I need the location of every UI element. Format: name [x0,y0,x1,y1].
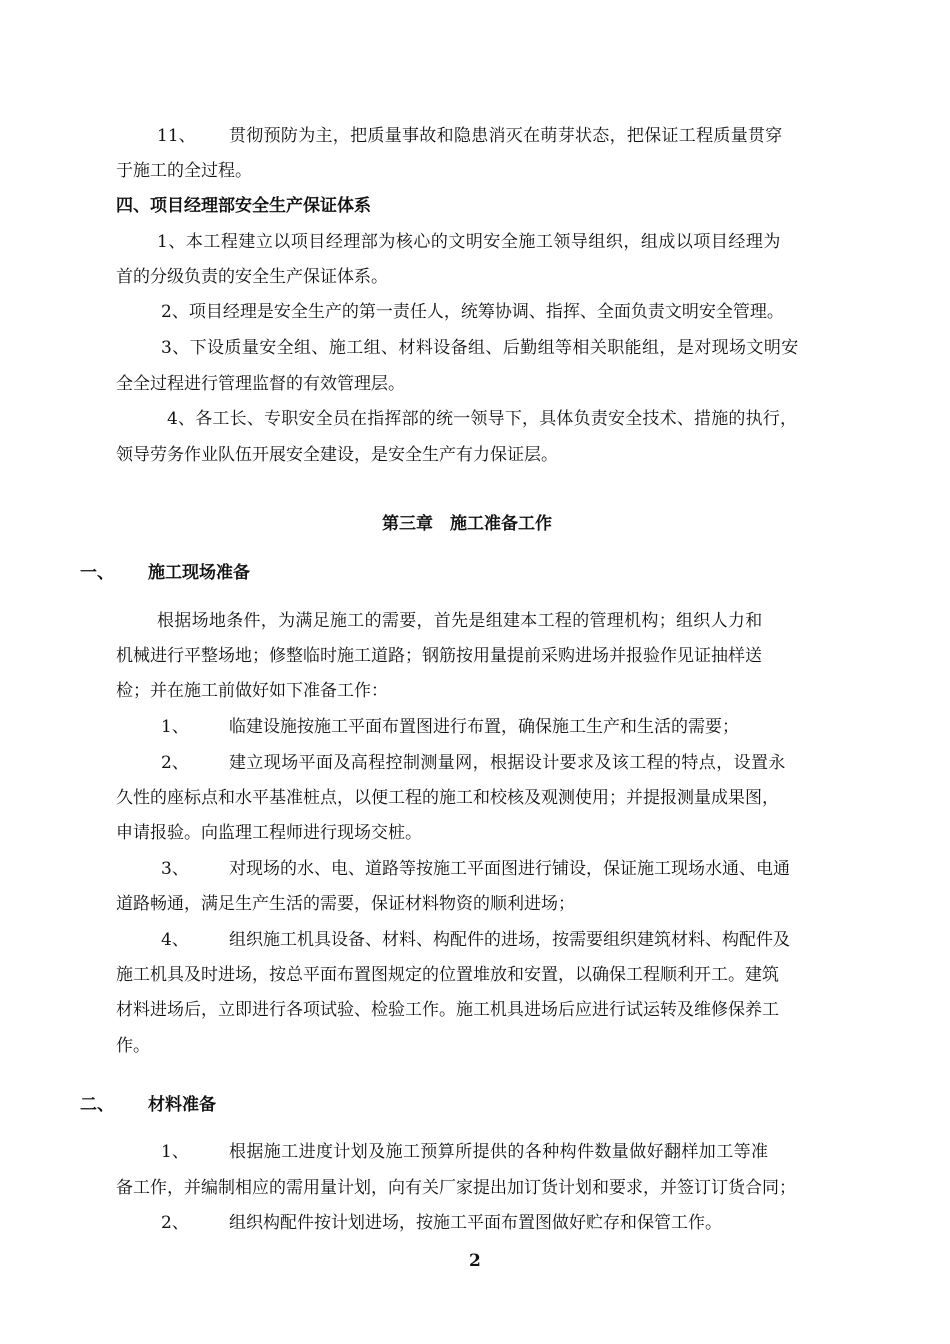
page-number: 2 [469,1251,481,1271]
item-number: 4、 [161,930,189,950]
paragraph-line: 对现场的水、电、道路等按施工平面图进行铺设，保证施工现场水通、电通 [229,859,790,879]
paragraph-line: 贯彻预防为主，把质量事故和隐患消灭在萌芽状态，把保证工程质量贯穿 [229,126,783,146]
paragraph-line: 4、各工长、专职安全员在指挥部的统一领导下，具体负责安全技术、措施的执行， [167,409,798,429]
paragraph-line: 组织构配件按计划进场，按施工平面布置图做好贮存和保管工作。 [229,1213,722,1233]
paragraph-line: 于施工的全过程。 [116,161,252,181]
section-heading: 材料准备 [148,1095,216,1115]
paragraph-line: 1、本工程建立以项目经理部为核心的文明安全施工领导组织，组成以项目经理为 [157,232,781,252]
item-number: 2、 [161,1213,189,1233]
paragraph-line: 2、项目经理是安全生产的第一责任人，统筹协调、指挥、全面负责文明安全管理。 [161,302,784,322]
paragraph-line: 道路畅通，满足生产生活的需要，保证材料物资的顺利进场； [116,894,575,914]
section-heading: 施工现场准备 [148,563,250,583]
section-heading: 四、项目经理部安全生产保证体系 [116,196,371,216]
paragraph-line: 组织施工机具设备、材料、构配件的进场，按需要组织建筑材料、构配件及 [229,930,790,950]
paragraph-line: 申请报验。向监理工程师进行现场交桩。 [116,823,422,843]
paragraph-line: 作。 [116,1036,150,1056]
paragraph-line: 机械进行平整场地；修整临时施工道路；钢筋按用量提前采购进场并报验作见证抽样送 [116,646,762,666]
paragraph-line: 3、下设质量安全组、施工组、材料设备组、后勤组等相关职能组，是对现场文明安 [161,338,799,358]
item-number: 2、 [161,753,189,773]
paragraph-line: 施工机具及时进场，按总平面布置图规定的位置堆放和安置，以确保工程顺利开工。建筑 [116,965,779,985]
section-number: 一、 [80,563,114,583]
paragraph-line: 根据施工进度计划及施工预算所提供的各种构件数量做好翻样加工等准 [229,1142,769,1162]
item-number: 1、 [161,1142,189,1162]
paragraph-line: 久性的座标点和水平基准桩点，以便工程的施工和校核及观测使用；并提报测量成果图， [116,788,779,808]
paragraph-line: 首的分级负责的安全生产保证体系。 [116,267,388,287]
paragraph-line: 全全过程进行管理监督的有效管理层。 [116,374,405,394]
paragraph-line: 材料进场后，立即进行各项试验、检验工作。施工机具进场后应进行试运转及维修保养工 [116,1000,779,1020]
item-number: 11、 [157,126,196,146]
paragraph-line: 建立现场平面及高程控制测量网，根据设计要求及该工程的特点，设置永 [229,753,786,773]
item-number: 1、 [161,717,189,737]
paragraph-line: 检；并在施工前做好如下准备工作： [116,681,388,701]
item-number: 3、 [161,859,189,879]
paragraph-line: 根据场地条件，为满足施工的需要，首先是组建本工程的管理机构；组织人力和 [157,611,763,631]
section-number: 二、 [80,1095,114,1115]
chapter-title: 第三章 施工准备工作 [382,514,552,534]
paragraph-line: 领导劳务作业队伍开展安全建设，是安全生产有力保证层。 [116,445,558,465]
paragraph-line: 临建设施按施工平面布置图进行布置，确保施工生产和生活的需要； [229,717,739,737]
paragraph-line: 备工作，并编制相应的需用量计划，向有关厂家提出加订货计划和要求，并签订订货合同； [116,1178,796,1198]
